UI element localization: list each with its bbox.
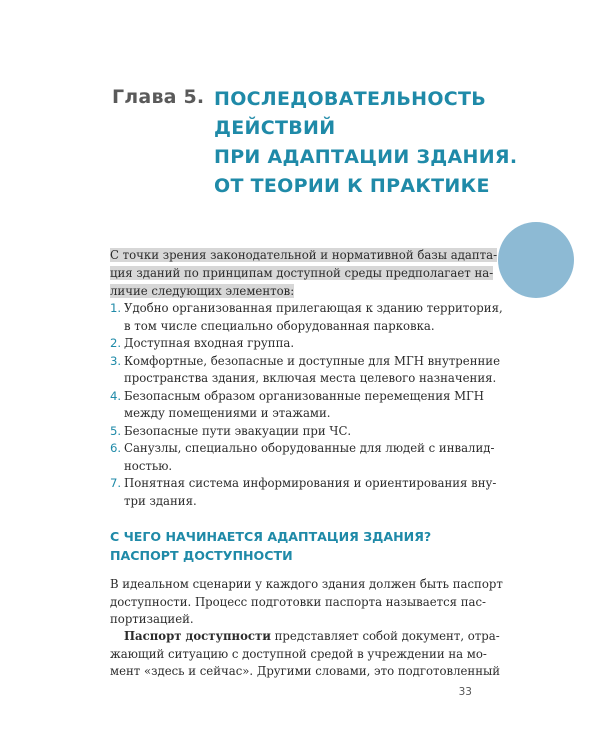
paragraph: В идеальном сценарии у каждого здания должен быть паспорт доступности. Процесс подготовки паспорта называется пас- портизацией.: [110, 577, 503, 626]
section-heading: [110, 527, 472, 565]
chapter-label: Глава 5.: [112, 86, 205, 108]
list-item-number: 3.: [110, 353, 122, 368]
list-item-number: 5.: [110, 423, 122, 438]
chapter-title-line: ОТ ТЕОРИИ К ПРАКТИКЕ: [214, 175, 490, 197]
list-item-number: 2.: [110, 336, 122, 350]
chapter-title-line: ПРИ АДАПТАЦИИ ЗДАНИЯ.: [214, 146, 518, 168]
section-heading-line: С ЧЕГО НАЧИНАЕТСЯ АДАПТАЦИЯ ЗДАНИЯ?: [110, 529, 432, 544]
list-item-number: 7.: [110, 476, 122, 490]
requirements-list: [110, 300, 503, 510]
chapter-title: [214, 85, 518, 201]
chapter-title-line: ДЕЙСТВИЙ: [214, 117, 336, 139]
paragraph-passport-definition: Паспорт доступности представляет собой документ, отра- жающий ситуацию с доступной средой в учреждении на мо- мент «здесь и сейчас». Другими словами, это подготовленный: [110, 629, 501, 678]
page-number: 33: [458, 686, 472, 698]
intro-line: С точки зрения законодательной и нормативной базы адапта-: [110, 248, 498, 262]
list-item: 6. Санузлы, специально оборудованные для людей с инвалид- ностью.: [110, 441, 495, 473]
intro-paragraph: [110, 246, 498, 300]
list-item: 3. Комфортные, безопасные и доступные для МГН внутренние пространства здания, включая места целевого назначения.: [110, 353, 500, 385]
list-item-number: 1.: [110, 301, 122, 315]
list-item: 1. Удобно организованная прилегающая к зданию территория, в том числе специально оборудованная парковка.: [110, 301, 503, 333]
intro-line: личие следующих элементов:: [110, 284, 295, 298]
list-item-number: 6.: [110, 441, 122, 455]
bold-term: Паспорт доступности: [124, 629, 271, 643]
list-item: 7. Понятная система информирования и ориентирования вну- три здания.: [110, 476, 497, 508]
list-item-number: 4.: [110, 388, 122, 403]
intro-line: ция зданий по принципам доступной среды предполагает на-: [110, 266, 494, 280]
list-item: 5. Безопасные пути эвакуации при ЧС.: [110, 423, 472, 441]
list-item: 2. Доступная входная группа.: [110, 335, 472, 353]
list-item: 4. Безопасным образом организованные перемещения МГН между помещениями и этажами.: [110, 388, 484, 420]
section-heading-line: ПАСПОРТ ДОСТУПНОСТИ: [110, 548, 293, 563]
chapter-circle-tab: [498, 222, 574, 298]
chapter-title-line: ПОСЛЕДОВАТЕЛЬНОСТЬ: [214, 88, 487, 110]
